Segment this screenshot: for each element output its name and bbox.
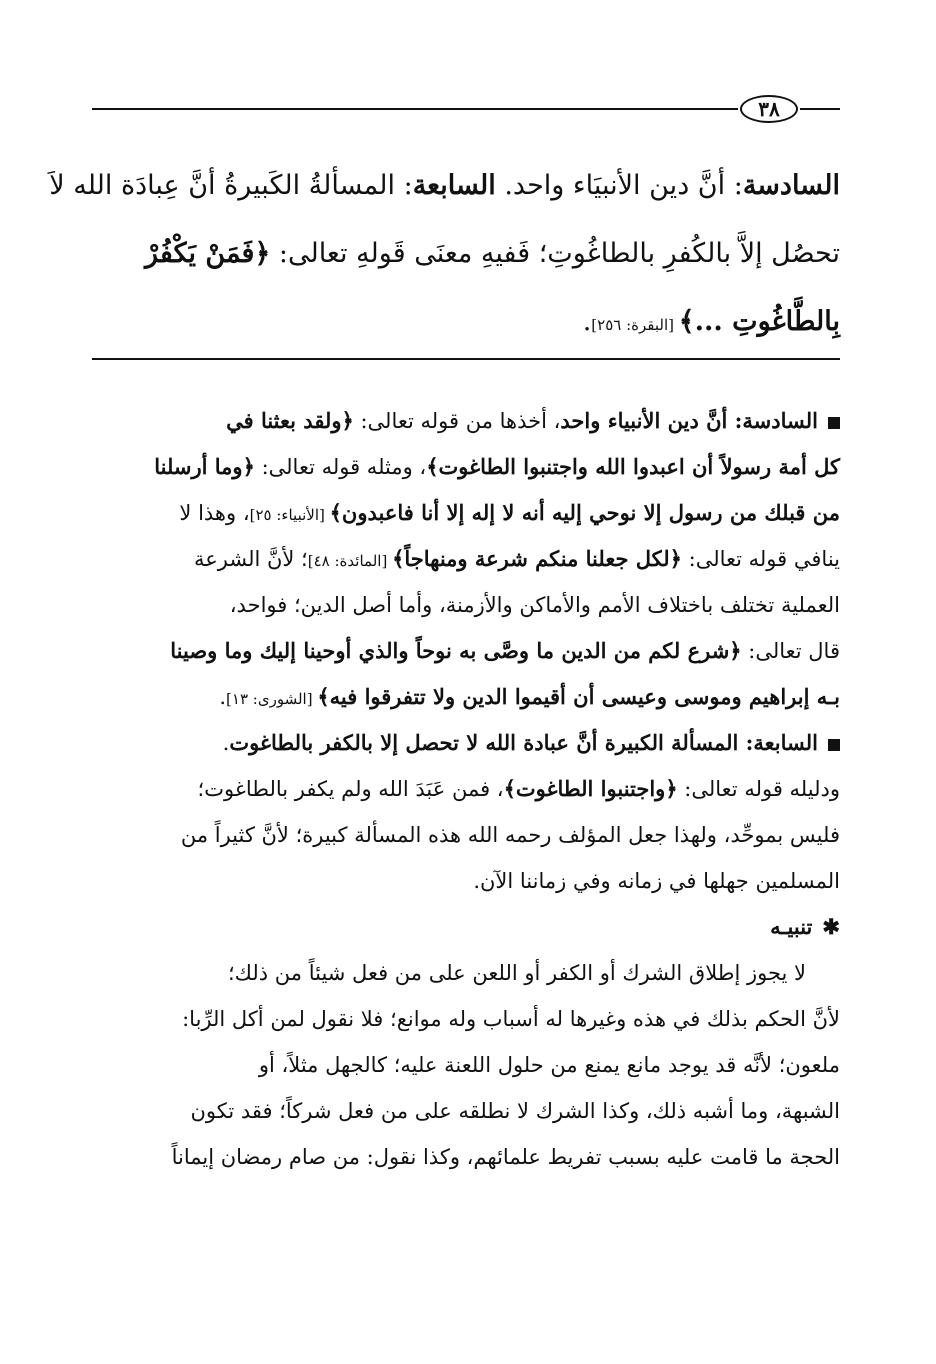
text-run: ، فمن عَبَدَ الله ولم يكفر بالطاغوت؛ [197,777,504,801]
page-number: ٣٨ [740,95,798,123]
text-run: قال تعالى: [741,639,840,663]
text-run: لأنَّ الحكم بذلك في هذه وغيرها له أسباب وله موانع؛ فلا نقول لمن أكل الرِّبا: [182,1007,840,1031]
bold-text: ﴿فَمَنْ يَكْفُرْ [145,238,271,269]
text-run: : أنَّ دين الأنبيَاء واحد. [495,170,743,201]
bold-text: بِالطَّاغُوتِ ...﴾ [678,306,840,337]
text-run: فليس بموحِّد، ولهذا جعل المؤلف رحمه الله هذه المسألة كبيرة؛ لأنَّ كثيراً من [180,823,840,847]
verse-reference: [المائدة: ٤٨] [307,552,393,570]
text-run: : المسألةُ الكَبيرةُ أنَّ عِبادَة الله لاَ [49,170,413,201]
sharh-line [92,812,840,858]
bold-text: ﴿وما أرسلنا [154,454,255,479]
sharh-line [92,950,840,996]
text-run: العملية تختلف باختلاف الأمم والأماكن والأزمنة، وأما أصل الدين؛ فواحد، [229,593,840,617]
text-run: الشبهة، وما أشبه ذلك، وكذا الشرك لا نطلقه على من فعل شركاً؛ فقد تكون [190,1099,840,1123]
text-run: . [222,731,230,755]
header-rule-short [800,108,840,110]
text-run: الحجة ما قامت عليه بسبب تفريط علمائهم، وكذا نقول: من صام رمضان إيماناً [171,1145,840,1169]
asterisk-icon: ✱ [822,914,840,939]
bold-text: ﴿شرع لكم من الدين ما وصَّى به نوحاً والذي أوحينا إليك وما وصينا [170,638,742,663]
verse-reference: [الشورى: ١٣] [226,690,318,708]
text-run: ، ومثله قوله تعالى: [254,455,427,479]
sharh-line [92,398,840,444]
bold-text: من قبلك من رسول إلا نوحي إليه أنه لا إله إلا أنا فاعبدون﴾ [329,500,840,525]
sharh-line [92,858,840,904]
text-run: ، وهذا لا [179,501,250,525]
text-run: ملعون؛ لأنَّه قد يوجد مانع يمنع من حلول اللعنة عليه؛ كالجهل مثلاً، أو [258,1053,840,1077]
verse-reference: [الأنبياء: ٢٥] [249,506,330,524]
sharh-line [92,766,840,812]
square-bullet-icon [828,739,840,751]
sharh-line [92,628,840,674]
bold-text: السابعة: المسألة الكبيرة أنَّ عبادة الله لا تحصل إلا بالكفر بالطاغوت [229,730,818,755]
sharh-line [92,1042,840,1088]
matn-line [92,288,840,356]
sharh-line [92,444,840,490]
section-divider [92,358,840,360]
matn-line [49,152,840,220]
text-run: . [219,685,227,709]
text-run: المسلمين جهلها في زمانه وفي زماننا الآن. [473,869,840,893]
bold-text: ﴿واجتنبوا الطاغوت﴾ [503,776,678,801]
text-run: ؛ لأنَّ الشرعة [193,547,308,571]
sharh-line [92,1134,840,1180]
text-run: لا يجوز إطلاق الشرك أو الكفر أو اللعن على من فعل شيئاً من ذلك؛ [228,961,806,985]
matn-text [49,152,840,356]
sharh-text [92,398,840,1180]
sharh-line [92,1088,840,1134]
sharh-line [92,490,840,536]
sharh-line [92,904,840,950]
text-run: . [582,306,592,337]
text-run: تحصُل إلاَّ بالكُفرِ بالطاغُوتِ؛ فَفيهِ معنَى قَولهِ تعالى: [270,238,840,269]
bold-text: السادسة: أنَّ دين الأنبياء واحد [560,408,818,433]
text-run: ينافي قوله تعالى: [681,547,840,571]
bold-text: ﴿لكل جعلنا منكم شرعة ومنهاجاً﴾ [392,546,682,571]
sharh-line [92,536,840,582]
bold-text: السابعة [412,170,496,201]
sharh-line [92,996,840,1042]
sharh-line [92,674,840,720]
text-run: ، أخذها من قوله تعالى: [353,409,561,433]
bold-text: ﴿ولقد بعثنا في [226,408,354,433]
bold-text: تنبيـه [770,914,813,939]
sharh-line [92,582,840,628]
verse-reference: [البقرة: ٢٥٦] [591,316,679,334]
text-run: ودليله قوله تعالى: [677,777,840,801]
bold-text: بـه إبراهيم وموسى وعيسى أن أقيموا الدين ولا تتفرقوا فيه﴾ [317,684,840,709]
sharh-line [92,720,840,766]
header-rule [92,108,738,110]
matn-line [92,220,840,288]
square-bullet-icon [828,417,840,429]
bold-text: السادسة [742,170,840,201]
bold-text: كل أمة رسولاً أن اعبدوا الله واجتنبوا الطاغوت﴾ [426,454,840,479]
